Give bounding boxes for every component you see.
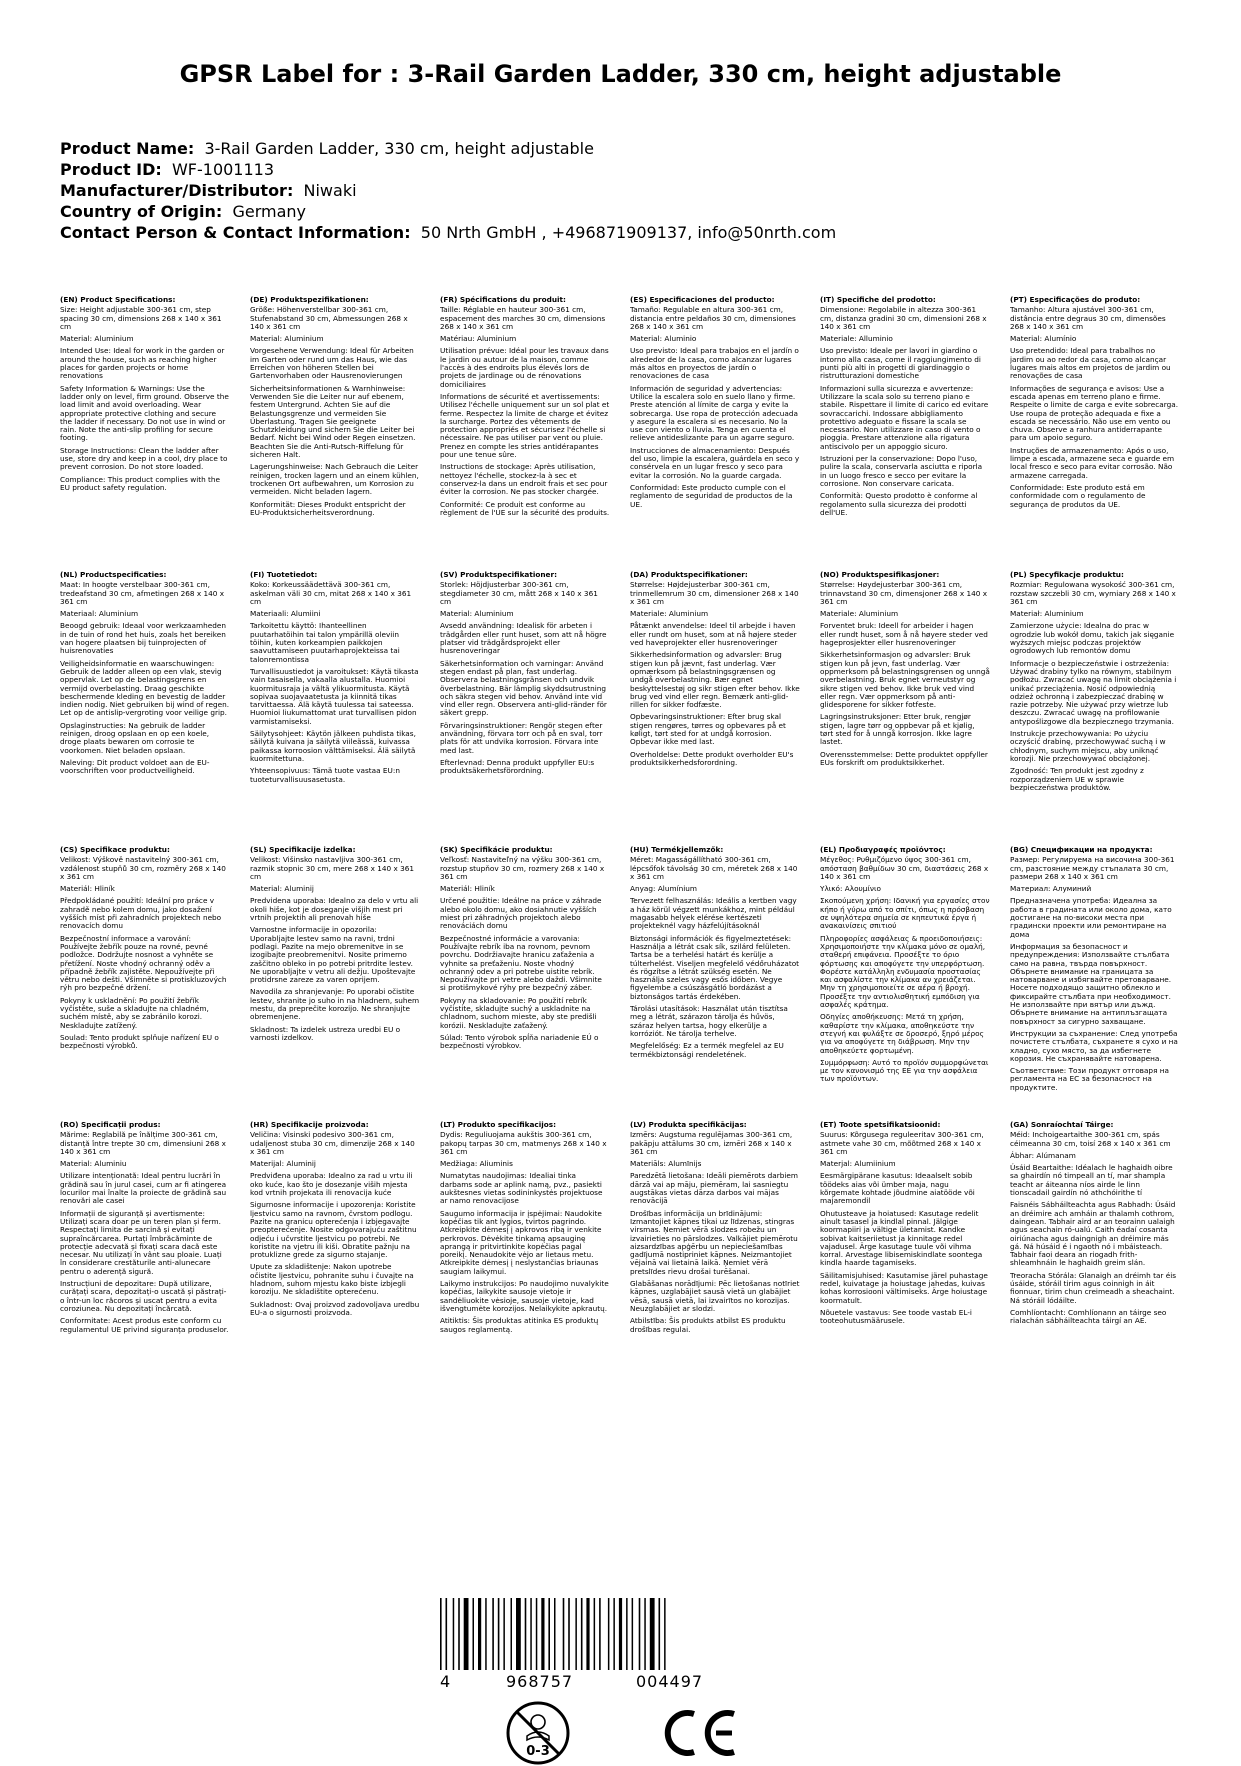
language-paragraph: Veiligheidsinformatie en waarschuwingen: Gebruik de ladder alleen op een vlak, stevig oppervlak. Let op de belastingsgrens en vermijd overbelasting. Draag geschikte beschermende kleding en bevestig de ladder indien nodig. Niet gebruiken bij wind of regen. Let op de antislip-vergroting voor veilige grip. — [60, 658, 230, 718]
language-paragraph: Información de seguridad y advertencias: Utilice la escalera solo en suelo llano y firme. Preste atención al límite de carga y evite la sobrecarga. Use ropa de protección adecuada y asegure la escalera si es necesario. No la use con viento o lluvia. Tenga en cuenta el relieve antideslizante para un agarre seguro. — [630, 383, 798, 443]
language-paragraph: Dydis: Reguliuojama aukštis 300-361 cm, pakopų tarpas 30 cm, matmenys 268 x 140 x 361 cm — [440, 1130, 607, 1156]
barcode-bar — [492, 1598, 494, 1670]
language-block — [630, 846, 800, 1116]
language-paragraph: Conformidade: Este produto está em conformidade com o regulamento de segurança de produtos da UE. — [1010, 482, 1146, 509]
language-paragraph: Nõuetele vastavus: See toode vastab EL-i tooteohutusmäärusele. — [820, 1307, 972, 1326]
language-paragraph: Conformità: Questo prodotto è conforme al regolamento sulla sicurezza dei prodotti dell'UE. — [820, 491, 978, 517]
language-block — [60, 1121, 230, 1391]
ce-mark-icon — [660, 1708, 740, 1758]
barcode-bar — [530, 1598, 532, 1670]
language-heading: (GA) Sonraíochtaí Táirge: — [1010, 1121, 1114, 1129]
barcode-bar — [575, 1598, 577, 1670]
language-paragraph: Sigurnosne informacije i upozorenja: Koristite ljestvicu samo na ravnom, čvrstom podlogu. Pazite na granicu opterećenja i izbjegavajte preopterećenje. Nosite odgovarajuću zaštitnu odjeću i učvrstite ljestvicu po potrebi. Ne koristite na vjetru ili kiši. Obratite pažnju na protuklizne grede za sigurno stajanje. — [250, 1200, 417, 1260]
language-block — [820, 1121, 990, 1391]
page-title: GPSR Label for : 3-Rail Garden Ladder, 330 cm, height adjustable — [179, 60, 1062, 88]
info-row-product-name: Product Name: 3-Rail Garden Ladder, 330 cm, height adjustable — [60, 139, 594, 158]
language-paragraph: Material: Aluminium — [440, 609, 514, 619]
language-paragraph: Materiale: Alluminio — [820, 334, 893, 344]
language-paragraph: Предназначена употреба: Идеална за работа в градината или около дома, като достигане на по-високи места при градински проекти или ремонтиране на дома — [1010, 896, 1172, 939]
language-block — [1010, 296, 1180, 566]
language-block — [440, 1121, 610, 1391]
language-paragraph: Forventet bruk: Ideell for arbeider i hagen eller rundt huset, som å nå høyere steder ved hageprosjekter eller husrenoveringer — [820, 621, 988, 648]
language-block — [250, 1121, 420, 1391]
barcode-bar — [536, 1598, 538, 1670]
language-paragraph: Istruzioni per la conservazione: Dopo l'uso, pulire la scala, conservarla asciutta e riporla in un luogo fresco e secco per evitare la corrosione. Non conservare caricata. — [820, 454, 983, 488]
language-paragraph: Pokyny na skladovanie: Po použití rebrík vyčistite, skladujte suchý a uskladnite na chladnom, suchom mieste, aby ste predišli korózii. Neskladujte zaťažený. — [440, 995, 597, 1030]
language-paragraph: Informations de sécurité et avertissements: Utilisez l'échelle uniquement sur un sol plat et ferme. Respectez la limite de charge et évitez la surcharge. Portez des vêtements de protection appropriés et sécurisez l'échelle si nécessaire. Ne pas utiliser par vent ou pluie. Prenez en compte les stries antidérapantes pour une tenue sûre. — [440, 391, 610, 460]
age-warning-label: 0-3 — [526, 1744, 550, 1759]
barcode-bar — [626, 1598, 628, 1670]
barcode-bar — [511, 1598, 513, 1670]
language-paragraph: Materiaali: Alumiini — [250, 609, 321, 619]
barcode-bar — [485, 1598, 487, 1670]
barcode-digits-right: 004497 — [636, 1672, 704, 1691]
language-heading: (PT) Especificações do produto: — [1010, 296, 1141, 304]
barcode-bar — [639, 1598, 641, 1670]
language-block — [440, 296, 610, 566]
language-paragraph: Turvallisuustiedot ja varoitukset: Käytä tikasta vain tasaisella, vakaalla alustalla. Huomioi kuormitusraja ja vältä ylikuormitusta. Käytä sopivaa suojavaatetusta ja kiinnitä tikas tarvittaessa. Älä käytä tuulessa tai sateessa. Huomioi liukumattomat urat turvallisen pidon varmistamiseksi. — [250, 666, 419, 726]
language-paragraph: Úsáid Beartaithe: Idéalach le haghaidh oibre sa ghairdín nó timpeall an tí, mar shampla teacht ar áiteanna níos airde le linn tionscadail gairdín nó athchóirithe tí — [1010, 1163, 1173, 1198]
language-heading: (IT) Specifiche del prodotto: — [820, 296, 936, 304]
language-block — [440, 846, 610, 1116]
language-block — [630, 1121, 800, 1391]
language-paragraph: Ábhar: Alúmanam — [1010, 1150, 1076, 1160]
language-paragraph: Säilitamisjuhised: Kasutamise järel puhastage redel, kuivatage ja hoiustage jahedas, kuivas kohas korrosiooni vältimiseks. Ärge hoiustage koormatult. — [820, 1270, 988, 1305]
age-warning-icon — [505, 1700, 571, 1766]
language-paragraph: Size: Height adjustable 300-361 cm, step spacing 30 cm, dimensions 268 x 140 x 361 cm — [60, 305, 222, 331]
barcode-bar — [599, 1598, 601, 1670]
language-paragraph: Atitiktis: Šis produktas atitinka ES produktų saugos reglamentą. — [440, 1316, 599, 1334]
language-paragraph: Glabāšanas norādījumi: Pēc lietošanas notīriet kāpnes, uzglabājiet sausā vietā un glabājiet vēsā, sausā vietā, lai izvairītos no korozijas. Neuzglabājiet ar slodzi. — [630, 1279, 800, 1313]
language-heading: (FI) Tuotetiedot: — [250, 571, 318, 579]
language-paragraph: Comhlíontacht: Comhlíonann an táirge seo rialachán sábháilteachta táirgí an AE. — [1010, 1307, 1167, 1326]
language-block — [820, 571, 990, 841]
language-paragraph: Utilizare intenționată: Ideal pentru lucrări în grădină sau în jurul casei, cum ar fi atingerea locurilor mai înalte la proiecte de grădină sau renovări ale casei — [60, 1171, 227, 1206]
language-block — [250, 846, 420, 1116]
barcode-digit-lead: 4 — [440, 1672, 452, 1691]
language-heading: (ET) Toote spetsifikatsioonid: — [820, 1121, 941, 1129]
language-block — [60, 571, 230, 841]
language-paragraph: Veľkosť: Nastaviteľný na výšku 300-361 cm, rozstup stupňov 30 cm, rozmery 268 x 140 x 361 cm — [440, 855, 605, 881]
language-heading: (NO) Produktspesifikasjoner: — [820, 571, 940, 579]
language-paragraph: Informații de siguranță și avertismente: Utilizați scara doar pe un teren plan și ferm. Respectați limita de sarcină și evitați supraîncărcarea. Purtați îmbrăcăminte de protecție adecvată și fixați scara dacă este necesar. Nu utilizați în vânt sau ploaie. Luați în considerare crestăturile anti-alunecare pentru o aderență sigură. — [60, 1208, 222, 1276]
barcode-bar — [548, 1598, 550, 1670]
language-paragraph: Størrelse: Højdejusterbar 300-361 cm, trinmellemrum 30 cm, dimensioner 268 x 140 x 361 cm — [630, 580, 799, 606]
language-paragraph: Materiāls: Alumīnijs — [630, 1159, 702, 1169]
language-paragraph: Rozmiar: Regulowana wysokość 300-361 cm, rozstaw szczebli 30 cm, wymiary 268 x 140 x 361 cm — [1010, 580, 1176, 606]
language-paragraph: Naleving: Dit product voldoet aan de EU-voorschriften voor productveiligheid. — [60, 757, 210, 776]
language-paragraph: Ohutusteave ja hoiatused: Kasutage redelit ainult tasasel ja kindlal pinnal. Jälgige koormapiiri ja vältige ületamist. Kandke sobivat kaitseriietust ja kinnitage redel vajadusel. Ärge kasutage tuule või vihma korral. Arvestage libisemiskindlate soontega kindla haarde tagamiseks. — [820, 1208, 983, 1268]
info-row-product-id: Product ID: WF-1001113 — [60, 160, 275, 179]
language-paragraph: Skladnost: Ta izdelek ustreza uredbi EU o varnosti izdelkov. — [250, 1024, 401, 1042]
language-paragraph: Medžiaga: Aliuminis — [440, 1159, 513, 1169]
language-paragraph: Konformität: Dieses Produkt entspricht der EU-Produktsicherheitsverordnung. — [250, 499, 406, 517]
barcode-bar — [594, 1598, 596, 1670]
language-paragraph: Förvaringsinstruktioner: Rengör stegen efter användning, förvara torr och på en sval, torr plats för att undvika korrosion. Förvara inte med last. — [440, 720, 603, 755]
language-paragraph: Megfelelőség: Ez a termék megfelel az EU termékbiztonsági rendeletének. — [630, 1041, 784, 1059]
language-paragraph: Saugumo informacija ir įspėjimai: Naudokite kopėčias tik ant lygios, tvirtos pagrindo. Atkreipkite dėmesį į apkrovos ribą ir venkite perkrovos. Dėvėkite tinkamą apsauginę aprangą ir pritvirtinkite kopėčias pagal poreikį. Nenaudokite vėjo ar lietaus metu. Atkreipkite dėmesį į neslystančias briaunas saugiam laikymui. — [440, 1208, 602, 1276]
language-paragraph: Numatytas naudojimas: Idealiai tinka darbams sode ar aplink namą, pvz., pasiekti aukštesnes vietas sodininkystės projektuose ar namo renovacijose — [440, 1171, 603, 1206]
language-paragraph: Materiaal: Aluminium — [60, 609, 139, 619]
barcode-bar — [446, 1598, 448, 1670]
language-paragraph: Materijal: Aluminij — [250, 1159, 316, 1169]
language-paragraph: Lagerungshinweise: Nach Gebrauch die Leiter reinigen, trocken lagern und an einem kühlen, trockenen Ort aufbewahren, um Korrosion zu vermeiden. Nicht beladen lagern. — [250, 462, 419, 497]
language-paragraph: Material: Aluminiu — [60, 1159, 127, 1169]
language-paragraph: Pokyny k uskladnění: Po použití žebřík vyčistěte, suše a skladujte na chladném, suchém místě, aby se zabránilo korozi. Neskladujte zatížený. — [60, 995, 209, 1030]
language-heading: (HU) Termékjellemzők: — [630, 846, 724, 854]
language-paragraph: Storlek: Höjdjusterbar 300-361 cm, stegdiameter 30 cm, mått 268 x 140 x 361 cm — [440, 580, 598, 606]
language-paragraph: Overensstemmelse: Dette produktet oppfyller EUs forskrift om produktsikkerhet. — [820, 749, 988, 767]
language-block — [1010, 1121, 1180, 1391]
language-heading: (BG) Спецификации на продукта: — [1010, 846, 1153, 854]
language-paragraph: Conformitate: Acest produs este conform cu regulamentul UE privind siguranța produselor. — [60, 1316, 229, 1334]
language-paragraph: Informações de segurança e avisos: Use a escada apenas em terreno plano e firme. Respeite o limite de carga e evite sobrecarga. Use roupa de proteção adequada e fixe a escada se necessário. Não use em vento ou chuva. Observe a ranhura antiderrapante para um apoio seguro. — [1010, 383, 1179, 443]
language-heading: (DA) Produktspecifikationer: — [630, 571, 748, 579]
language-paragraph: Predviđena uporaba: Idealno za rad u vrtu ili oko kuće, kao što je dosezanje viših mjesta kod vrtnih projekata ili renovacija kuće — [250, 1171, 413, 1198]
language-paragraph: Informazioni sulla sicurezza e avvertenze: Utilizzare la scala solo su terreno piano e stabile. Rispettare il limite di carico ed evitare sovraccarichi. Indossare abbigliamento protettivo adeguato e fissare la scala se necessario. Non utilizzare in caso di vento o pioggia. Prestare attenzione alla rigatura antiscivolo per un appoggio sicuro. — [820, 383, 989, 451]
barcode-bar — [644, 1598, 646, 1670]
language-paragraph: Overholdelse: Dette produkt overholder EU's produktsikkerhedsforordning. — [630, 749, 794, 767]
language-paragraph: Material: Aluminium — [250, 334, 324, 344]
barcode-bar — [650, 1598, 655, 1670]
language-paragraph: Biztonsági információk és figyelmeztetések: Használja a létrát csak sík, szilárd felületen. Tartsa be a terhelési határt és kerülje a túlterhelést. Viseljen megfelelő védőruházatot és rögzítse a létrát szükség esetén. Ne használja szeles vagy esős időben. Vegye figyelembe a csúszásgátló bordázást a biztonságos tartás érdekében. — [630, 933, 800, 1001]
language-block — [1010, 846, 1180, 1116]
language-paragraph: Съответствие: Този продукт отговаря на регламента на ЕС за безопасност на продуктите. — [1010, 1066, 1170, 1092]
language-paragraph: Mărime: Reglabilă pe înălțime 300-361 cm, distanță între trepte 30 cm, dimensiuni 268 x 140 x 361 cm — [60, 1130, 226, 1156]
language-paragraph: Размер: Регулируема на височина 300-361 cm, разстояние между стъпалата 30 cm, размери 268 x 140 x 361 cm — [1010, 855, 1175, 881]
barcode-bar — [554, 1598, 556, 1670]
language-paragraph: Soulad: Tento produkt splňuje nařízení EU o bezpečnosti výrobků. — [60, 1032, 219, 1051]
language-heading: (SL) Specifikacije izdelka: — [250, 846, 356, 854]
language-heading: (FR) Spécifications du produit: — [440, 296, 566, 304]
language-heading: (PL) Specyfikacje produktu: — [1010, 571, 1124, 579]
language-paragraph: Treoracha Stórála: Glanaigh an dréimh tar éis úsáide, stóráil tirim agus coinnigh in áit fionnuar, tirim chun creimeadh a sheachaint. Ná stóráil lódáilte. — [1010, 1270, 1177, 1305]
language-paragraph: Bezpečnostní informace a varování: Používejte žebřík pouze na rovné, pevné podložce. Dodržujte nosnost a vyhněte se přetížení. Noste vhodný ochranný oděv a případně žebřík zajistěte. Nepoužívejte při větru nebo dešti. Všimněte si protiskluzových rýh pro bezpečné držení. — [60, 933, 227, 993]
language-paragraph: Σκοπούμενη χρήση: Ιδανική για εργασίες στον κήπο ή γύρω από το σπίτι, όπως η πρόσβαση σε υψηλότερα σημεία σε κηπευτικά έργα ή ανακαινίσεις σπιτιού — [820, 896, 990, 931]
language-block — [1010, 571, 1180, 841]
language-paragraph: Varnostne informacije in opozorila: Uporabljajte lestev samo na ravni, trdni podlagi. Pazite na mejo obremenitve in se izogibajte preobremenitvi. Nosite primerno zaščitno obleko in po potrebi pritrdite lestev. Ne uporabljajte v vetru ali dežju. Upoštevajte protidrsne zareze za varen oprijem. — [250, 925, 416, 985]
language-paragraph: Informacje o bezpieczeństwie i ostrzeżenia: Używać drabiny tylko na równym, stabilnym podłożu. Zwracać uwagę na limit obciążenia i unikać przeciążenia. Nosić odpowiednią odzież ochronną i zabezpieczać drabinę w razie potrzeby. Nie używać przy wietrze lub deszczu. Zwracać uwagę na profilowanie antypoślizgowe dla bezpiecznego trzymania. — [1010, 658, 1177, 726]
language-paragraph: Vorgesehene Verwendung: Ideal für Arbeiten im Garten oder rund um das Haus, wie das Erreichen von höheren Stellen bei Gartenvorhaben oder Hausrenovierungen — [250, 346, 414, 381]
language-block — [630, 296, 800, 566]
language-paragraph: Conformidad: Este producto cumple con el reglamento de seguridad de productos de la UE. — [630, 482, 793, 509]
language-paragraph: Compliance: This product complies with the EU product safety regulation. — [60, 474, 221, 492]
language-paragraph: Koko: Korkeussäädettävä 300-361 cm, askelman väli 30 cm, mitat 268 x 140 x 361 cm — [250, 580, 412, 606]
language-paragraph: Material: Aluminium — [60, 334, 134, 344]
language-paragraph: Beoogd gebruik: Ideaal voor werkzaamheden in de tuin of rond het huis, zoals het bereiken van hogere plaatsen bij tuinprojecten of huisrenovaties — [60, 621, 226, 656]
language-paragraph: Velikost: Višinsko nastavljiva 300-361 cm, razmik stopnic 30 cm, mere 268 x 140 x 361 cm — [250, 855, 415, 881]
language-paragraph: Paredzētā lietošana: Ideāli piemērots darbiem dārzā vai ap māju, piemēram, lai sasniegtu augstākas vietas dārza darbos vai mājas renovācijā — [630, 1171, 799, 1206]
language-paragraph: Uso previsto: Ideal para trabajos en el jardín o alrededor de la casa, como alcanzar lugares más altos en proyectos de jardín o renovaciones de casa — [630, 346, 799, 381]
language-heading: (HR) Specifikacije proizvoda: — [250, 1121, 369, 1129]
language-paragraph: Taille: Réglable en hauteur 300-361 cm, espacement des marches 30 cm, dimensions 268 x 140 x 361 cm — [440, 305, 606, 331]
language-paragraph: Suurus: Kõrgusega reguleeritav 300-361 cm, astmete vahe 30 cm, mõõtmed 268 x 140 x 361 cm — [820, 1130, 984, 1156]
language-block — [630, 571, 800, 841]
language-heading: (LV) Produkta specifikācijas: — [630, 1121, 747, 1129]
language-paragraph: Materiál: Hliník — [60, 884, 115, 894]
language-paragraph: Méid: Inchoigeartaithe 300-361 cm, spás céimeanna 30 cm, toisí 268 x 140 x 361 cm — [1010, 1130, 1171, 1148]
language-paragraph: Upute za skladištenje: Nakon upotrebe očistite ljestvicu, pohranite suhu i čuvajte na hladnom, suhom mjestu kako biste izbjegli koroziju. Ne skladištite opterećenu. — [250, 1262, 414, 1297]
language-paragraph: Sicherheitsinformationen & Warnhinweise: Verwenden Sie die Leiter nur auf ebenem, festem Untergrund. Achten Sie auf die Belastungsgrenze und vermeiden Sie Überlastung. Tragen Sie geeignete Schutzkleidung und sichern Sie die Leiter bei Bedarf. Nicht bei Wind oder Regen einsetzen. Beachten Sie die Anti-Rutsch-Riffelung für sicheren Halt. — [250, 383, 416, 460]
language-paragraph: Avsedd användning: Idealisk för arbeten i trädgården eller runt huset, som att nå högre platser vid trädgårdsprojekt eller husrenoveringar — [440, 621, 607, 656]
language-paragraph: Информация за безопасност и предупреждения: Използвайте стълбата само на равна, твърда повърхност. Обърнете внимание на границата за натоварване и избягвайте претоварване. Носете подходящо защитно облекло и фиксирайте стълбата при необходимост. Не използвайте при вятър или дъжд. Обърнете внимание на антиплъзгащата повърхност за сигурно захващане. — [1010, 941, 1172, 1026]
language-heading: (EN) Product Specifications: — [60, 296, 176, 304]
language-paragraph: Maat: In hoogte verstelbaar 300-361 cm, tredeafstand 30 cm, afmetingen 268 x 140 x 361 cm — [60, 580, 225, 606]
language-paragraph: Sikkerhetsinformasjon og advarsler: Bruk stigen kun på jevn, fast underlag. Vær oppmerksom på belastningsgrensen og unngå overbelastning. Bruk egnet verneutstyr og sikre stigen ved behov. Ikke bruk ved vind eller regn. Vær oppmerksom på anti-glidesporene for sikker fotfeste. — [820, 650, 990, 710]
language-paragraph: Uso pretendido: Ideal para trabalhos no jardim ou ao redor da casa, como alcançar lugares mais altos em projetos de jardim ou renovações de casa — [1010, 346, 1171, 381]
language-paragraph: Πληροφορίες ασφάλειας & προειδοποιήσεις: Χρησιμοποιήστε την κλίμακα μόνο σε ομαλή, σταθερή επιφάνεια. Προσέξτε το όριο φόρτωσης και αποφύγετε την υπερφόρτωση. Φορέστε κατάλληλη ενδυμασία προστασίας και ασφαλίστε την κλίμακα αν χρειάζεται. Μην τη χρησιμοποιείτε σε αέρα ή βροχή. Προσέξτε την αντιολισθητική εμπόδιση για ασφαλές κράτημα. — [820, 933, 986, 1010]
language-paragraph: Materiál: Hliník — [440, 884, 495, 894]
language-paragraph: Předpokládané použití: Ideální pro práce v zahradě nebo kolem domu, jako dosažení vyšších míst při zahradních projektech nebo renovacích domu — [60, 896, 222, 931]
language-paragraph: Storage Instructions: Clean the ladder after use, store dry and keep in a cool, dry place to prevent corrosion. Do not store loaded. — [60, 445, 228, 472]
language-paragraph: Instrucțiuni de depozitare: După utilizare, curățați scara, depozitați-o uscată și păstrați-o într-un loc răcoros și uscat pentru a evita coroziunea. Nu depozitați încărcată. — [60, 1279, 227, 1313]
language-paragraph: Eesmärgipärane kasutus: Ideaalselt sobib töödeks aias või ümber maja, nagu kõrgemate kohtade jõudmine aiatööde või majaremondil — [820, 1171, 975, 1206]
language-paragraph: Faisnéis Sábháilteachta agus Rabhadh: Úsáid an dréimire ach amháin ar thalamh cothrom, daingean. Tabhair aird ar an teorainn ualaigh agus seachain ró-ualú. Caith éadaí cosanta oiriúnacha agus daingnigh an dréimire más gá. Ná húsáid é i ngaoth nó i mbáisteach. Tabhair faoi deara an riogadh frith-shleamhnáin le haghaidh greim slán. — [1010, 1200, 1176, 1268]
language-paragraph: Sikkerhedsinformation og advarsler: Brug stigen kun på jævnt, fast underlag. Vær opmærksom på belastningsgrænsen og undgå overbelastning. Bær egnet beskyttelsestøj og sikr stigen efter behov. Ikke brug ved vind eller regn. Bemærk anti-glid-rillen for sikker fodfæste. — [630, 650, 800, 710]
language-heading: (LT) Produkto specifikacijos: — [440, 1121, 557, 1129]
language-paragraph: Tárolási utasítások: Használat után tisztítsa meg a létrát, szárazon tárolja és hűvös, száraz helyen tartsa, hogy elkerülje a korróziót. Ne tárolja terhelve. — [630, 1004, 788, 1038]
language-paragraph: Material: Aluminij — [250, 884, 314, 894]
language-heading: (SK) Špecifikácie produktu: — [440, 846, 553, 854]
language-paragraph: Material: Aluminio — [630, 334, 697, 344]
info-row-manufacturer: Manufacturer/Distributor: Niwaki — [60, 181, 357, 200]
barcode-bar — [608, 1598, 610, 1670]
language-paragraph: Súlad: Tento výrobok spĺňa nariadenie EÚ o bezpečnosti výrobkov. — [440, 1032, 599, 1051]
language-paragraph: Izmērs: Augstuma regulējamas 300-361 cm, pakāpju attālums 30 cm, izmēri 268 x 140 x 361 cm — [630, 1130, 793, 1156]
language-paragraph: Dimensione: Regolabile in altezza 300-361 cm, distanza gradini 30 cm, dimensioni 268 x 140 x 361 cm — [820, 305, 987, 331]
language-paragraph: Predvidena uporaba: Idealno za delo v vrtu ali okoli hiše, kot je doseganje višjih mest pri vrtnih projektih ali prenovah hiše — [250, 896, 419, 923]
barcode-bar — [541, 1598, 544, 1670]
language-paragraph: Efterlevnad: Denna produkt uppfyller EU:s produktsäkerhetsförordning. — [440, 757, 595, 776]
barcode-bar — [581, 1598, 583, 1670]
language-paragraph: Opbevaringsinstruktioner: Efter brug skal stigen rengøres, tørres og opbevares på et køligt, tørt sted for at undgå korrosion. Opbevar ikke med last. — [630, 712, 786, 747]
language-paragraph: Atbilstība: Šis produkts atbilst ES produktu drošības regulai. — [630, 1316, 786, 1334]
language-paragraph: Säilytysohjeet: Käytön jälkeen puhdista tikas, säilytä kuivana ja säilytä viileässä, kuivassa paikassa korroosion välttämiseksi. Älä säilytä kuormitettuna. — [250, 729, 416, 763]
language-paragraph: Μέγεθος: Ρυθμιζόμενο ύψος 300-361 cm, απόσταση βαθμίδων 30 cm, διαστάσεις 268 x 140 x 361 cm — [820, 855, 989, 881]
barcode-bar — [586, 1598, 589, 1670]
language-paragraph: Méret: Magasságállítható 300-361 cm, lépcsőfok távolság 30 cm, méretek 268 x 140 x 361 cm — [630, 855, 798, 881]
language-paragraph: Laikymo instrukcijos: Po naudojimo nuvalykite kopėčias, laikykite sausoje vietoje ir sandėliuokite vėsioje, sausoje vietoje, kad išvengtumėte korozijos. Nelaikykite apkrautų. — [440, 1279, 609, 1313]
barcode-bar — [516, 1598, 521, 1670]
language-paragraph: Opslaginstructies: Na gebruik de ladder reinigen, droog opslaan en op een koele, droge plaats bewaren om corrosie te voorkomen. Niet beladen opslaan. — [60, 720, 210, 755]
barcode-bar — [458, 1598, 460, 1670]
language-block — [820, 296, 990, 566]
barcode-bar — [453, 1598, 455, 1670]
language-heading: (NL) Productspecificaties: — [60, 571, 167, 579]
language-paragraph: Instructions de stockage: Après utilisation, nettoyez l'échelle, stockez-la à sec et conservez-la dans un endroit frais et sec pour éviter la corrosion. Ne pas stocker chargée. — [440, 462, 608, 497]
info-row-contact: Contact Person & Contact Information: 50 Nrth GmbH , +496871909137, info@50nrth.com — [60, 223, 837, 242]
language-block — [440, 571, 610, 841]
language-block — [250, 571, 420, 841]
language-paragraph: Určené použitie: Ideálne na práce v záhrade alebo okolo domu, ako dosiahnutie vyšších miest pri záhradných projektoch alebo renováciách domu — [440, 896, 602, 931]
barcode-bar — [503, 1598, 505, 1670]
language-paragraph: Sukladnost: Ovaj proizvod zadovoljava uredbu EU-a o sigurnosti proizvoda. — [250, 1299, 420, 1317]
language-paragraph: Uso previsto: Ideale per lavori in giardino o intorno alla casa, come il raggiungimento di punti più alti in progetti di giardinaggio o ristrutturazioni domestiche — [820, 346, 981, 381]
language-paragraph: Material: Alumínio — [1010, 334, 1077, 344]
language-paragraph: Instrucciones de almacenamiento: Después del uso, limpie la escalera, guárdela en seco y consérvela en un lugar fresco y seco para evitar la corrosión. No la guarde cargada. — [630, 445, 800, 480]
language-block — [250, 296, 420, 566]
language-paragraph: Zgodność: Ten produkt jest zgodny z rozporządzeniem UE w sprawie bezpieczeństwa produktów. — [1010, 766, 1144, 792]
barcode-bar — [664, 1598, 666, 1670]
barcode-bar — [659, 1598, 661, 1670]
barcode-bar — [464, 1598, 469, 1670]
language-paragraph: Safety Information & Warnings: Use the ladder only on level, firm ground. Observe the load limit and avoid overloading. Wear appropriate protective clothing and secure the ladder if necessary. Do not use in wind or rain. Note the anti-slip profiling for secure footing. — [60, 383, 229, 443]
language-paragraph: Tarkoitettu käyttö: Ihanteellinen puutarhatöihin tai talon ympärillä oleviin töihin, kuten korkeampien paikkojen saavuttamiseen puutarhaprojekteissa tai talonremontissa — [250, 621, 400, 664]
language-paragraph: Bezpečnostné informácie a varovania: Používajte rebrík iba na rovnom, pevnom povrchu. Dodržiavajte hranicu zaťaženia a vyhnite sa preťaženiu. Noste vhodný ochranný odev a pri potrebe uistite rebrík. Nepoužívajte pri vetre alebo daždi. Všimnite si protišmykové rýhy pre bezpečný záber. — [440, 933, 602, 993]
language-paragraph: Материал: Алуминий — [1010, 884, 1092, 894]
language-paragraph: Инструкции за съхранение: След употреба почистете стълбата, съхранете я сухо и на хладно, сухо място, за да избегнете корозия. Не съхранявайте натоварена. — [1010, 1028, 1178, 1063]
language-paragraph: Zamierzone użycie: Idealna do prac w ogrodzie lub wokół domu, takich jak sięganie wyższych miejsc podczas projektów ogrodowych lub remontów domu — [1010, 621, 1175, 656]
barcode-bar — [619, 1598, 622, 1670]
language-paragraph: Οδηγίες αποθήκευσης: Μετά τη χρήση, καθαρίστε την κλίμακα, αποθηκεύστε την στεγνή και φυλάξτε σε δροσερό, ξηρό μέρος για να αποφύγετε τη διάβρωση. Μην την αποθηκεύετε φορτωμένη. — [820, 1012, 984, 1055]
language-heading: (CS) Specifikace produktu: — [60, 846, 170, 854]
language-paragraph: Matériau: Aluminium — [440, 334, 517, 344]
language-paragraph: Navodila za shranjevanje: Po uporabi očistite lestev, shranite jo suho in na hladnem, suhem mestu, da preprečite koroziјo. Ne shranjujte obremenjene. — [250, 987, 420, 1022]
barcode-bar — [498, 1598, 500, 1670]
language-paragraph: Påtænkt anvendelse: Ideel til arbejde i haven eller rundt om huset, som at nå højere steder ved haveprojekter eller husrenoveringer — [630, 621, 797, 648]
language-heading: (ES) Especificaciones del producto: — [630, 296, 775, 304]
language-heading: (SV) Produktspecifikationer: — [440, 571, 558, 579]
language-paragraph: Conformité: Ce produit est conforme au règlement de l'UE sur la sécurité des produits. — [440, 499, 610, 517]
language-paragraph: Instrukcje przechowywania: Po użyciu oczyścić drabinę, przechowywać suchą i w chłodnym, suchym miejscu, aby uniknąć korozji. Nie przechowywać obciążonej. — [1010, 729, 1166, 763]
language-paragraph: Materiał: Aluminium — [1010, 609, 1084, 619]
barcode-bar — [473, 1598, 475, 1670]
language-paragraph: Tamanho: Altura ajustável 300-361 cm, distância entre degraus 30 cm, dimensões 268 x 140 x 361 cm — [1010, 305, 1166, 331]
barcode-bar — [525, 1598, 527, 1670]
language-paragraph: Materiale: Aluminium — [630, 609, 709, 619]
language-heading: (RO) Specificații produs: — [60, 1121, 161, 1129]
language-paragraph: Materiale: Aluminium — [820, 609, 899, 619]
language-paragraph: Drošības informācija un brīdinājumi: Izmantojiet kāpnes tikai uz līdzenas, stingras virsmas. Ņemiet vērā slodzes robežu un izvairieties no pārslodzes. Valkājiet piemērotu aizsardzības apģērbu un nepieciešamības gadījumā nostipriniet kāpnes. Neizmantojiet vējainā vai lietainā laikā. Ņemiet vērā pretslīdes rievu drošai turēšanai. — [630, 1208, 798, 1276]
language-paragraph: Intended Use: Ideal for work in the garden or around the house, such as reaching higher places for garden projects or home renovations — [60, 346, 225, 381]
barcode-bar — [478, 1598, 481, 1670]
language-paragraph: Materjal: Alumiinium — [820, 1159, 896, 1169]
language-paragraph: Υλικό: Αλουμίνιο — [820, 884, 881, 894]
barcode-bar — [568, 1598, 570, 1670]
language-block — [820, 846, 990, 1116]
language-paragraph: Größe: Höhenverstellbar 300-361 cm, Stufenabstand 30 cm, Abmessungen 268 x 140 x 361 cm — [250, 305, 408, 331]
info-row-country: Country of Origin: Germany — [60, 202, 306, 221]
language-paragraph: Säkerhetsinformation och varningar: Använd stegen endast på plan, fast underlag. Observera belastningsgränsen och undvik överbelastning. Bär lämplig skyddsutrustning och säkra stegen vid behov. Använd inte vid vind eller regn. Observera anti-glid-ränder för säkert grepp. — [440, 658, 607, 718]
language-heading: (EL) Προδιαγραφές προϊόντος: — [820, 846, 946, 854]
language-paragraph: Instruções de armazenamento: Após o uso, limpe a escada, armazene seca e guarde em local fresco e seco para evitar corrosão. Não armazene carregada. — [1010, 445, 1175, 480]
language-paragraph: Συμμόρφωση: Αυτό το προϊόν συμμορφώνεται με τον κανονισμό της ΕΕ για την ασφάλεια των προϊόντων. — [820, 1057, 989, 1084]
barcode-bar — [613, 1598, 615, 1670]
language-paragraph: Tervezett felhasználás: Ideális a kertben vagy a ház körül végzett munkákhoz, mint például magasabb helyek elérése kertészeti projekteknél vagy házfelújításoknál — [630, 896, 797, 931]
language-block — [60, 846, 230, 1116]
barcode-digits-left: 968757 — [506, 1672, 574, 1691]
barcode-bar — [632, 1598, 634, 1670]
language-heading: (DE) Produktspezifikationen: — [250, 296, 369, 304]
barcode-bar — [563, 1598, 565, 1670]
language-paragraph: Veličina: Visinski podesivo 300-361 cm, udaljenost stuba 30 cm, dimenzije 268 x 140 x 361 cm — [250, 1130, 415, 1156]
language-paragraph: Størrelse: Høydejusterbar 300-361 cm, trinnavstand 30 cm, dimensjoner 268 x 140 x 361 cm — [820, 580, 988, 606]
product-info — [60, 138, 836, 243]
language-paragraph: Utilisation prévue: Idéal pour les travaux dans le jardin ou autour de la maison, comme l'accès à des endroits plus élevés lors de projets de jardinage ou de rénovations domiciliaires — [440, 346, 609, 389]
barcode — [440, 1598, 730, 1670]
language-paragraph: Tamaño: Regulable en altura 300-361 cm, distancia entre peldaños 30 cm, dimensiones 268 x 140 x 361 cm — [630, 305, 796, 331]
language-paragraph: Lagringsinstruksjoner: Etter bruk, rengjør stigen, lagre tørr og oppbevar på et kjølig, tørt sted for å unngå korrosjon. Ikke lagre lastet. — [820, 712, 975, 747]
language-paragraph: Yhteensopivuus: Tämä tuote vastaa EU:n tuoteturvallisuusasetusta. — [250, 766, 400, 784]
language-block — [60, 296, 230, 566]
language-paragraph: Velikost: Výškově nastavitelný 300-361 cm, vzdálenost stupňů 30 cm, rozměry 268 x 140 x 361 cm — [60, 855, 226, 881]
language-paragraph: Anyag: Alumínium — [630, 884, 697, 894]
barcode-bar — [440, 1598, 442, 1670]
